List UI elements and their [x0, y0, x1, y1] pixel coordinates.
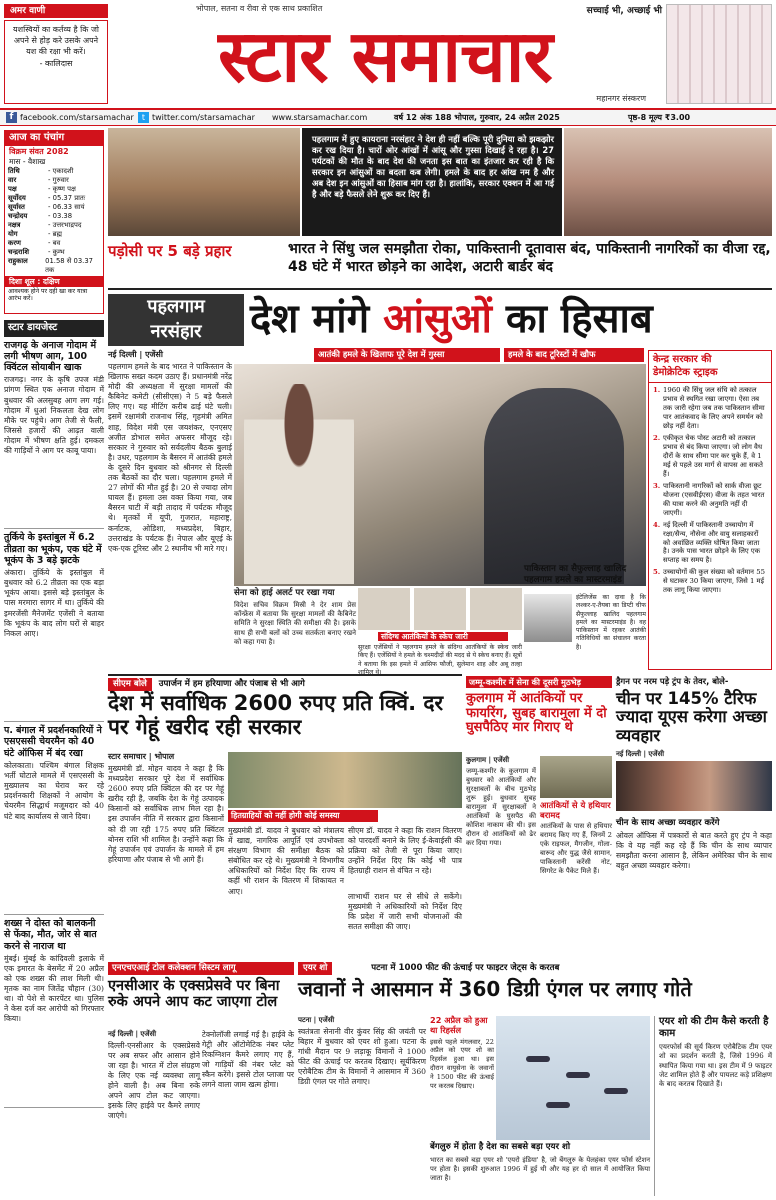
panchang-row-key: वार [8, 175, 17, 184]
main-headline [250, 290, 772, 348]
strike-point-text: 1960 की सिंधु जल संधि को तत्काल प्रभाव से स्थगित रखा जाएगा। ऐसा तब तक जारी रहेगा जब तक पाकिस्तान सीमा पार आतंकवाद के लिए अपने समर्थन को छोड़ नहीं देता। [663, 386, 765, 430]
toll-headline: एनसीआर के एक्सप्रेसवे पर बिना रुके अपने आप कट जाएगा टोल [108, 978, 280, 1011]
airshow-headline: जवानों ने आसमान में 360 डिग्री एंगल पर लगाए गोते [298, 977, 692, 1001]
strike-title-1: केन्द्र सरकार की [653, 354, 712, 365]
panchang-subtitle: विक्रम संवत 2082 [9, 146, 69, 156]
wheat-col-3 [348, 826, 462, 956]
airshow-photo-caption: बेंगलुरु में होता है देश का सबसे बड़ा एयर शो [430, 1142, 571, 1152]
kashmir-box [540, 800, 612, 956]
airshow-tag: एयर शो [298, 962, 332, 975]
tagline-top: भोपाल, सतना व रीवा से एक साथ प्रकाशित [196, 4, 323, 13]
panchang-row [8, 230, 100, 239]
wheat-body: मुख्यमंत्री डॉ. मोहन यादव ने कहा है कि मध्यप्रदेश सरकार पूरे देश में सर्वाधिक 2600 रुपए प्रति क्विंटल की दर पर गेहूं खरीद रही है, जबकि देश के गेहूं उत्पादक किसानों को सर्वाधिक लाभ मिल रहा है। इस उपार्जन नीति में सरकार द्वारा किसानों को दी जा रही 175 रुपए प्रति क्विंटल बोनस राशि भी शामिल है। उन्होंने कहा कि गेहूं उपार्जन एवं उपार्जन के मामले में हम हरियाणा और पंजाब से भी आगे हैं। [108, 764, 224, 864]
panchang-row-key: चन्द्रराशि [8, 247, 29, 256]
tariff-headline: चीन पर 145% टैरिफ ज्यादा यूएस करेगा अच्छा व्यवहार [616, 689, 767, 745]
panchang-row [8, 257, 100, 275]
panchang-box [4, 130, 104, 314]
kicker-box [108, 294, 244, 346]
airshow-inset [430, 1016, 494, 1140]
main-photo-figure-2 [484, 388, 624, 584]
airshow-side-title: एयर शो की टीम कैसे करती है काम [659, 1016, 769, 1039]
army-caption-text: विदेश सचिव विक्रम मिस्री ने देर शाम प्रेस कॉन्फ्रेंस में बताया कि सुरक्षा मामलों की कैबिनेट समिति ने सुरक्षा स्थिति की समीक्षा की है। इसके साथ ही सभी बलों को उच्च सतर्कता बनाए रखने को कहा गया है। [234, 600, 356, 646]
quote-text: यशस्वियों का कर्तव्य है कि जो अपने से होड़ करे उसके अपने यश की रक्षा भी करें। [13, 25, 99, 56]
kashmir-headline: कुलगाम में आतंकियों पर फायरिंग, सुबह बारामुला में दो घुसपैठिए मार गिराए थे [466, 691, 607, 736]
disha-note: आवश्यक होने पर दही खा कर यात्रा आरंभ करें। [8, 287, 88, 303]
strike-point [653, 521, 767, 566]
panchang-row-key: नक्षत्र [8, 220, 21, 229]
masthead [0, 0, 776, 108]
airshow-side-text: एयरफोर्स की सूर्य किरण एरोबैटिक टीम एयर शो का प्रदर्शन करती है, जिसे 1996 में स्थापित किया गया था। इस टीम में 9 फाइटर जेट शामिल होते हैं और पायलट कड़े प्रशिक्षण के बाद करतब दिखाते हैं। [659, 1043, 772, 1089]
kashmir-byline: कुलगाम | एजेंसी [466, 756, 510, 764]
pages-price: पृष्ठ-8 मूल्य ₹3.00 [628, 112, 691, 122]
main-body: पहलगाम हमले के बाद भारत ने पाकिस्तान के खिलाफ सख्त कदम उठाए हैं। प्रधानमंत्री नरेंद्र मोदी की अध्यक्षता में सुरक्षा मामलों की कैबिनेट कमेटी (सीसीएस) ने 5 बड़े फैसले लिए गए। यह मीटिंग करीब ढाई घंटे चली। इसमें रक्षामंत्री राजनाथ सिंह, गृहमंत्री अमित शाह, विदेश मंत्री एस जयशंकर, एनएसए अजीत डोभाल समेत अफसर मौजूद रहे। सरकार ने गुरुवार को सर्वदलीय बैठक बुलाई है। उधर, पहलगाम के बैसरन में आतंकी हमले के दूसरे दिन बुधवार को श्रीनगर से दिल्ली तक बैठकों का दौर चला। पहलगाम हमले में 27 लोगों की मौत हुई है। 20 से ज्यादा लोग घायल हैं। हमला उस वक्त किया गया, जब बैसरन घाटी में बड़ी तादाद में पर्यटक मौजूद थे। मृतकों में यूपी, गुजरात, महाराष्ट्र, कर्नाटक, ओडिशा, मध्यप्रदेश, बिहार, उत्तराखंड के पर्यटक हैं। नेपाल और यूएई के एक-एक टूरिस्ट और 2 स्थानीय भी मारे गए। [108, 362, 232, 553]
panchang-row [8, 248, 100, 257]
strike-point-number: 1. [653, 386, 661, 394]
sketch-caption: संदिग्ध आतंकियों के स्केच जारी [378, 632, 508, 641]
strike-point-text: पाकिस्तानी नागरिकों को सार्क वीजा छूट योजना (एसवीईएस) वीजा के तहत भारत की यात्रा करने की अनुमति नहीं दी जाएगी। [663, 481, 765, 517]
main-photo [234, 364, 646, 586]
panchang-row-key: सूर्यास्त [8, 202, 25, 211]
digest-headline: प. बंगाल में प्रदर्शनकारियों ने एसएससी चेयरमैन को 40 घंटे ऑफिस में बंद रखा [4, 725, 102, 759]
panchang-row [8, 185, 100, 194]
headline-part3: का हिसाब [491, 296, 653, 342]
pak-text: इंटेलिजेंस का दावा है कि लश्कर-ए-तैयबा का डिप्टी चीफ सैफुल्लाह खालिद पहलगाम हमले का मास्टरमाइंड है। वह पाकिस्तान में रहकर आतंकी गतिविधियों का संचालन करता है। [576, 594, 646, 651]
kashmir-kicker: जम्मू-कश्मीर में सेना की दूसरी मुठभेड़ [466, 676, 612, 688]
army-caption: सेना को हाई अलर्ट पर रखा गया [234, 588, 335, 598]
panchang-row [8, 221, 100, 230]
info-bar [0, 108, 776, 126]
strike-point-number: 3. [653, 481, 661, 490]
panchang-rows [5, 167, 103, 275]
jet-icon-1 [526, 1056, 550, 1062]
panchang-row-key: करण [8, 238, 21, 247]
advert-thumbnail [666, 4, 772, 104]
amar-vani-tag: अमर वाणी [4, 4, 108, 18]
pak-headline: पाकिस्तान का सैफुल्लाह खालिद पहलगाम हमले का मास्टरमाइंड [524, 564, 627, 585]
main-byline: नई दिल्ली | एजेंसी [108, 350, 163, 359]
panchang-row [8, 176, 100, 185]
kashmir-box-title: आतंकियों से ये हथियार बरामद [540, 800, 611, 821]
airshow-photo [496, 1016, 650, 1140]
digest-body: अंकारा। तुर्किये के इस्तांबुल में बुधवार को 6.2 तीव्रता का एक बड़ा भूकंप आया। इससे बड़े इस्तांबुल के पास मरमारा सागर में था। तुर्किये की इमरजेंसी मैनेजमेंट एजेंसी ने बताया कि भूकंप के बाद लोग घरों से बाहर निकल आए। [4, 568, 104, 638]
pak-block [524, 564, 646, 666]
digest-item [4, 337, 104, 530]
facebook-icon: f [6, 112, 17, 123]
wheat-kicker-row [108, 674, 462, 690]
digest-items [4, 337, 104, 1187]
wheat-tag: सीएम बोले [108, 678, 152, 691]
twitter-link[interactable]: twitter.com/starsamachar [152, 112, 255, 122]
panchang-row-key: सूर्योदय [8, 193, 26, 202]
airshow-kicker: पटना में 1000 फीट की ऊंचाई पर फाइटर जेट्स के करतब [371, 963, 560, 973]
toll-body: दिल्ली-एनसीआर के एक्सप्रेसवे पर अब सफर और आसान होने जा रहा है। भारत में टोल संग्रहण के लिए एक नई व्यवस्था लागू होने वाली है। अब बिना रुके अपने आप टोल कट जाएगा। इसके लिए हाईवे पर कैमरे लगाए जाएंगे। [108, 1040, 200, 1121]
toll-byline: नई दिल्ली | एजेंसी [108, 1030, 157, 1038]
airshow-kicker-row [298, 962, 772, 976]
headline-part2: आंसुओं [383, 296, 492, 342]
wheat-side-text: सीएम डॉ. यादव ने कहा कि राशन वितरण को पारदर्शी बनाने के लिए ई-केवाईसी की प्रक्रिया को तेजी से पूरा किया जाए। उन्होंने निर्देश दिए कि कोई भी पात्र हितग्राही राशन से वंचित न रहे। [348, 826, 462, 876]
digest-headline: राजगढ़ के अनाज गोदाम में लगी भीषण आग, 100 क्विंटल सोयाबीन खाक [4, 339, 97, 374]
disha-shool: दिशा शूल : दक्षिण [5, 276, 103, 287]
panchang-row [8, 167, 100, 176]
main-story-column [108, 350, 232, 638]
prahar-bar [108, 238, 772, 282]
panchang-row-value: - 03.38 [48, 211, 73, 220]
kashmir-box-text: आतंकियों के पास से हथियार बरामद किए गए हैं, जिनमें 2 एके राइफल, मैगजीन, गोला-बारूद और युद्ध जैसे सामान, पाकिस्तानी करेंसी नोट, सिगरेट के पैकेट मिले हैं। [540, 822, 612, 876]
digest-body: मुंबई। मुंबई के कांदिवली इलाके में एक इमारत के बेसमेंट में 20 अप्रैल को एक शख्स की लाश मिली थी। मृतक का नाम जितेंद्र चौहान (30) था। वो पेशे से कारपेंटर था। पुलिस ने केस दर्ज कर आरोपी को गिरफ्तार किया। [4, 953, 104, 1024]
tariff-photo [616, 761, 772, 811]
strike-point-number: 4. [653, 520, 661, 529]
top-photo-left [108, 128, 300, 236]
panchang-row-value: - बव [48, 238, 61, 247]
kicker-line2: नरसंहार [150, 321, 202, 342]
edition-label: महानगर संस्करण [596, 94, 646, 103]
strike-point [653, 434, 767, 479]
digest-headline: तुर्किये के इस्तांबुल में 6.2 तीव्रता का भूकंप, एक घंटे में भूकंप के 3 बड़े झटके [4, 532, 102, 566]
strike-point [653, 386, 767, 431]
jet-icon-2 [566, 1072, 590, 1078]
tariff-box-text: ओवल ऑफिस में पत्रकारों से बात करते हुए ट्रंप ने कहा कि वे यह नहीं कह रहे हैं कि चीन के साथ व्यापार समझौता करना आसान है, लेकिन अमेरिका चीन के साथ बहुत अच्छा व्यवहार करेगा। [616, 830, 772, 871]
panchang-row-key: पक्ष [8, 184, 17, 193]
wheat-photo-caption: हितग्राहियों को नहीं होगी कोई समस्या [228, 810, 378, 822]
jet-icon-4 [546, 1102, 570, 1108]
digest-body: राजगढ़। नगर के कृषि उपज मंडी प्रांगण स्थित एक अनाज गोदाम में बुधवार की अलसुबह आग लग गई। गोदाम में धुआं निकलता देख लोग मौके पर पहुंचे। आग तेजी से फैली, जिससे हजारों की आढ़त वाली गोदाम में भीषण क्षति हुई। दमकल की गाड़ियों ने आग पर काबू पाया। [4, 375, 104, 455]
panchang-row-key: योग [8, 229, 18, 238]
toll-col-1 [108, 1030, 200, 1196]
wheat-byline: स्टार समाचार | भोपाल [108, 752, 175, 761]
twitter-icon: t [138, 112, 149, 123]
kashmir-photo [540, 756, 612, 798]
sub-right: हमले के बाद टूरिस्टों में खौफ [504, 348, 644, 362]
panchang-row [8, 239, 100, 248]
sub-left: आतंकी हमले के खिलाफ पूरे देश में गुस्सा [314, 348, 500, 362]
airshow-inset-title: 22 अप्रैल को हुआ था रिहर्सल [430, 1015, 488, 1035]
panchang-row-value: - कुम्भ [48, 247, 65, 256]
main-photo-figure [244, 384, 354, 584]
wheat-kicker: उपार्जन में हम हरियाणा और पंजाब से भी आगे [158, 679, 305, 689]
sketch-images [358, 588, 522, 630]
panchang-row-value: - कृष्ण पक्ष [48, 184, 76, 193]
army-caption-block [234, 588, 356, 666]
kicker-line1: पहलगाम [147, 296, 205, 317]
strike-point [653, 568, 767, 595]
left-column [4, 130, 104, 1196]
headline-part1: देश मांगे [250, 296, 384, 342]
top-strip-text: पहलगाम में हुए कायराना नरसंहार ने देश ही नहीं बल्कि पूरी दुनिया को झकझोर कर रख दिया है। चारों ओर आंखों में आंसू और गुस्सा दिखाई दे रहा है। 27 पर्यटकों की मौत के बाद देश की जनता इस बात का इंतजार कर रही है कि सरकार इन आंसुओं का बदला कब लेगी। हमले के बाद हर आंख नम है और अब देश इन आंसुओं का हिसाब मांग रहा है। हालांकि, सरकार एक्शन में आ गई है और बड़े फैसले लेने शुरू कर दिए हैं। [312, 134, 554, 200]
strike-point-text: उच्चायोगों की कुल संख्या को वर्तमान 55 से घटाकर 30 किया जाएगा, जिसे 1 मई तक लागू किया जाएगा। [663, 568, 765, 595]
airshow-byline: पटना | एजेंसी [298, 1016, 335, 1024]
pak-photo [524, 594, 572, 642]
panchang-row [8, 203, 100, 212]
wheat-headline: देश में सर्वाधिक 2600 रुपए प्रति क्विं. दर पर गेहूं खरीद रही सरकार [108, 691, 444, 739]
tariff-box-title: चीन के साथ अच्छा व्यवहार करेंगे [616, 818, 720, 828]
main-story-column-2 [108, 640, 232, 668]
top-strip-box [302, 128, 562, 236]
panchang-row-key: तिथि [8, 166, 20, 175]
panchang-row-key: चन्द्रोदय [8, 211, 28, 220]
panchang-row [8, 194, 100, 203]
paper-title: स्टार समाचार [218, 14, 552, 98]
tariff-box [616, 818, 772, 956]
airshow-photo-text: भारत का सबसे बड़ा एयर शो 'एयरो इंडिया' है, जो बेंगलुरु के येलहंका एयर फोर्स स्टेशन पर होता है। इसकी शुरुआत 1996 में हुई थी और यह हर दो साल में आयोजित किया जाता है। [430, 1156, 650, 1183]
issue-info: वर्ष 12 अंक 188 भोपाल, गुरुवार, 24 अप्रैल 2025 [394, 112, 560, 122]
digest-body: कोलकाता। पश्चिम बंगाल शिक्षक भर्ती घोटाले मामले में एसएससी के मुख्यालय का घेराव कर रहे प्रदर्शनकारी शिक्षकों ने आयोग के चेयरमैन सिद्धार्थ मजूमदार को 40 घंटे बाद कार्यालय से जाने दिया। [4, 761, 104, 821]
airshow-col-1 [298, 1016, 426, 1196]
strike-point-text: एकीकृत चेक पोस्ट अटारी को तत्काल प्रभाव से बंद किया जाएगा। जो लोग वैध दौरों के साथ सीमा पार कर चुके हैं, वे 1 मई से पहले उस मार्ग से वापस आ सकते हैं। [663, 433, 763, 478]
airshow-body: स्वतंत्रता सेनानी वीर कुंवर सिंह की जयंती पर बिहार में बुधवार को एयर शो हुआ। पटना के गांधी मैदान पर 9 लड़ाकू विमानों ने 1000 फीट की ऊंचाई पर करतब दिखाए। सूर्यकिरण एरोबैटिक टीम के विमानों ने आसमान में 360 डिग्री एंगल पर गोते लगाए। [298, 1026, 426, 1087]
toll-body-2: टेक्नोलॉजी लगाई गई है। हाईवे के गेट्री और ऑटोमेटिक नंबर प्लेट रिकग्निशन कैमरे लगाए गए हैं, जो गाड़ियों की नंबर प्लेट को स्कैन करेंगे। इससे टोल प्लाजा पर लगने वाला जाम खत्म होगा। [202, 1030, 294, 1090]
top-photo-right [564, 128, 772, 236]
wheat-side-text-2: लाभार्थी राशन घर से सीधे ले सकेंगे। मुख्यमंत्री ने अधिकारियों को निर्देश दिए कि प्रदेश में जारी सभी योजनाओं की सतत समीक्षा की जाए। [348, 892, 462, 932]
digest-headline: शख्स ने दोस्त को बालकनी से फेंका, मौत, जोर से बात करने से नाराज था [4, 918, 97, 952]
digest-item [4, 722, 104, 915]
panchang-row-value: - उत्तरभाद्रपद [48, 220, 82, 229]
digest-title: स्टार डायजेस्ट [4, 320, 104, 337]
prahar-tag: पड़ोसी पर 5 बड़े प्रहार [108, 242, 232, 260]
tariff-kicker: ड्रैगन पर नरम पड़े ट्रंप के तेवर, बोले- [616, 676, 729, 686]
main-headline-row [108, 288, 772, 346]
sketch-block [358, 588, 522, 676]
panchang-row-value: - 06.33 सायं [48, 202, 85, 211]
slogan: सच्चाई भी, अच्छाई भी [586, 6, 662, 16]
strike-point-number: 5. [653, 568, 661, 577]
wheat-body-2: मुख्यमंत्री डॉ. यादव ने बुधवार को मंत्रालय में खाद्य, नागरिक आपूर्ति एवं उपभोक्ता संरक्षण विभाग की समीक्षा बैठक को संबोधित कर रहे थे। मुख्यमंत्री ने विभागीय अधिकारियों को निर्देश दिए कि राज्य में कहीं भी राशन के वितरण में शिकायत न आए। [228, 826, 344, 896]
quote-box [4, 20, 108, 104]
tariff-byline: नई दिल्ली | एजेंसी [616, 750, 665, 758]
airshow-side [654, 1016, 772, 1196]
panchang-row-key: राहुकाल [8, 256, 28, 265]
airshow-inset-text: इससे पहले मंगलवार, 22 अप्रैल को एयर शो का रिहर्सल हुआ था। इस दौरान वायुसेना के जवानों ने 1500 फीट की ऊंचाई पर करतब दिखाए। [430, 1037, 494, 1090]
website-link[interactable]: www.starsamachar.com [272, 112, 368, 122]
panchang-title: आज का पंचांग [5, 131, 103, 146]
strike-point [653, 482, 767, 518]
sketch-text: सुरक्षा एजेंसियों ने पहलगाम हमले के संदिग्ध आतंकियों के स्केच जारी किए हैं। एजेंसियों ने हमले के चश्मदीदों की मदद से ये स्केच बनाए हैं। सूत्रों ने बताया कि इस हमले में आसिफ फौजी, सुलेमान शाह और अबू तल्हा शामिल थे। [358, 644, 522, 676]
facebook-link[interactable]: facebook.com/starsamachar [20, 112, 134, 122]
panchang-row-value: - 05.37 प्रातः [48, 193, 86, 202]
jet-icon-3 [604, 1088, 628, 1094]
panchang-row [8, 212, 100, 221]
prahar-text: भारत ने सिंधु जल समझौता रोका, पाकिस्तानी दूतावास बंद, पाकिस्तानी नागरिकों का वीजा रद्द, 48 घंटे में भारत छोड़ने का आदेश, अटारी बार्डर बंद [288, 241, 771, 276]
strike-title-2: डेमोक्रेटिक स्ट्राइक [649, 367, 771, 384]
panchang-row-value: 01.58 से 03.37 तक [45, 256, 93, 274]
strike-point-number: 2. [653, 433, 661, 442]
toll-kicker: एनएचएआई टोल कलेक्शन सिस्टम लागू [108, 962, 294, 975]
wheat-photo [228, 752, 462, 808]
strike-points [649, 383, 771, 601]
panchang-row-value: - एकादशी [48, 166, 74, 175]
strike-sidebar [648, 350, 772, 670]
wheat-col-1 [108, 752, 224, 956]
digest-item [4, 529, 104, 722]
digest-item [4, 915, 104, 1108]
quote-author: - कालिदास [39, 59, 73, 69]
panchang-month: मास - वैशाख [9, 156, 46, 166]
panchang-row-value: - गुरुवार [48, 175, 69, 184]
kashmir-body: जम्मू-कश्मीर के कुलगाम में बुधवार को आतंकियों और सुरक्षाबलों के बीच मुठभेड़ शुरू हुई। बुधवार सुबह बारामुला में सुरक्षाबलों ने आतंकियों के घुसपैठ की कोशिश नाकाम की थी। इस दौरान दो आतंकियों को ढेर कर दिया गया। [466, 766, 536, 847]
strike-point-text: नई दिल्ली में पाकिस्तानी उच्चायोग में रक्षा/सैन्य, नौसेना और वायु सलाहकारों को अवांछित व्यक्ति घोषित किया जाता है। उनके पास भारत छोड़ने के लिए एक सप्ताह का समय है। [663, 520, 761, 565]
kashmir-col [466, 756, 536, 956]
panchang-row-value: - ब्रह्म [48, 229, 62, 238]
